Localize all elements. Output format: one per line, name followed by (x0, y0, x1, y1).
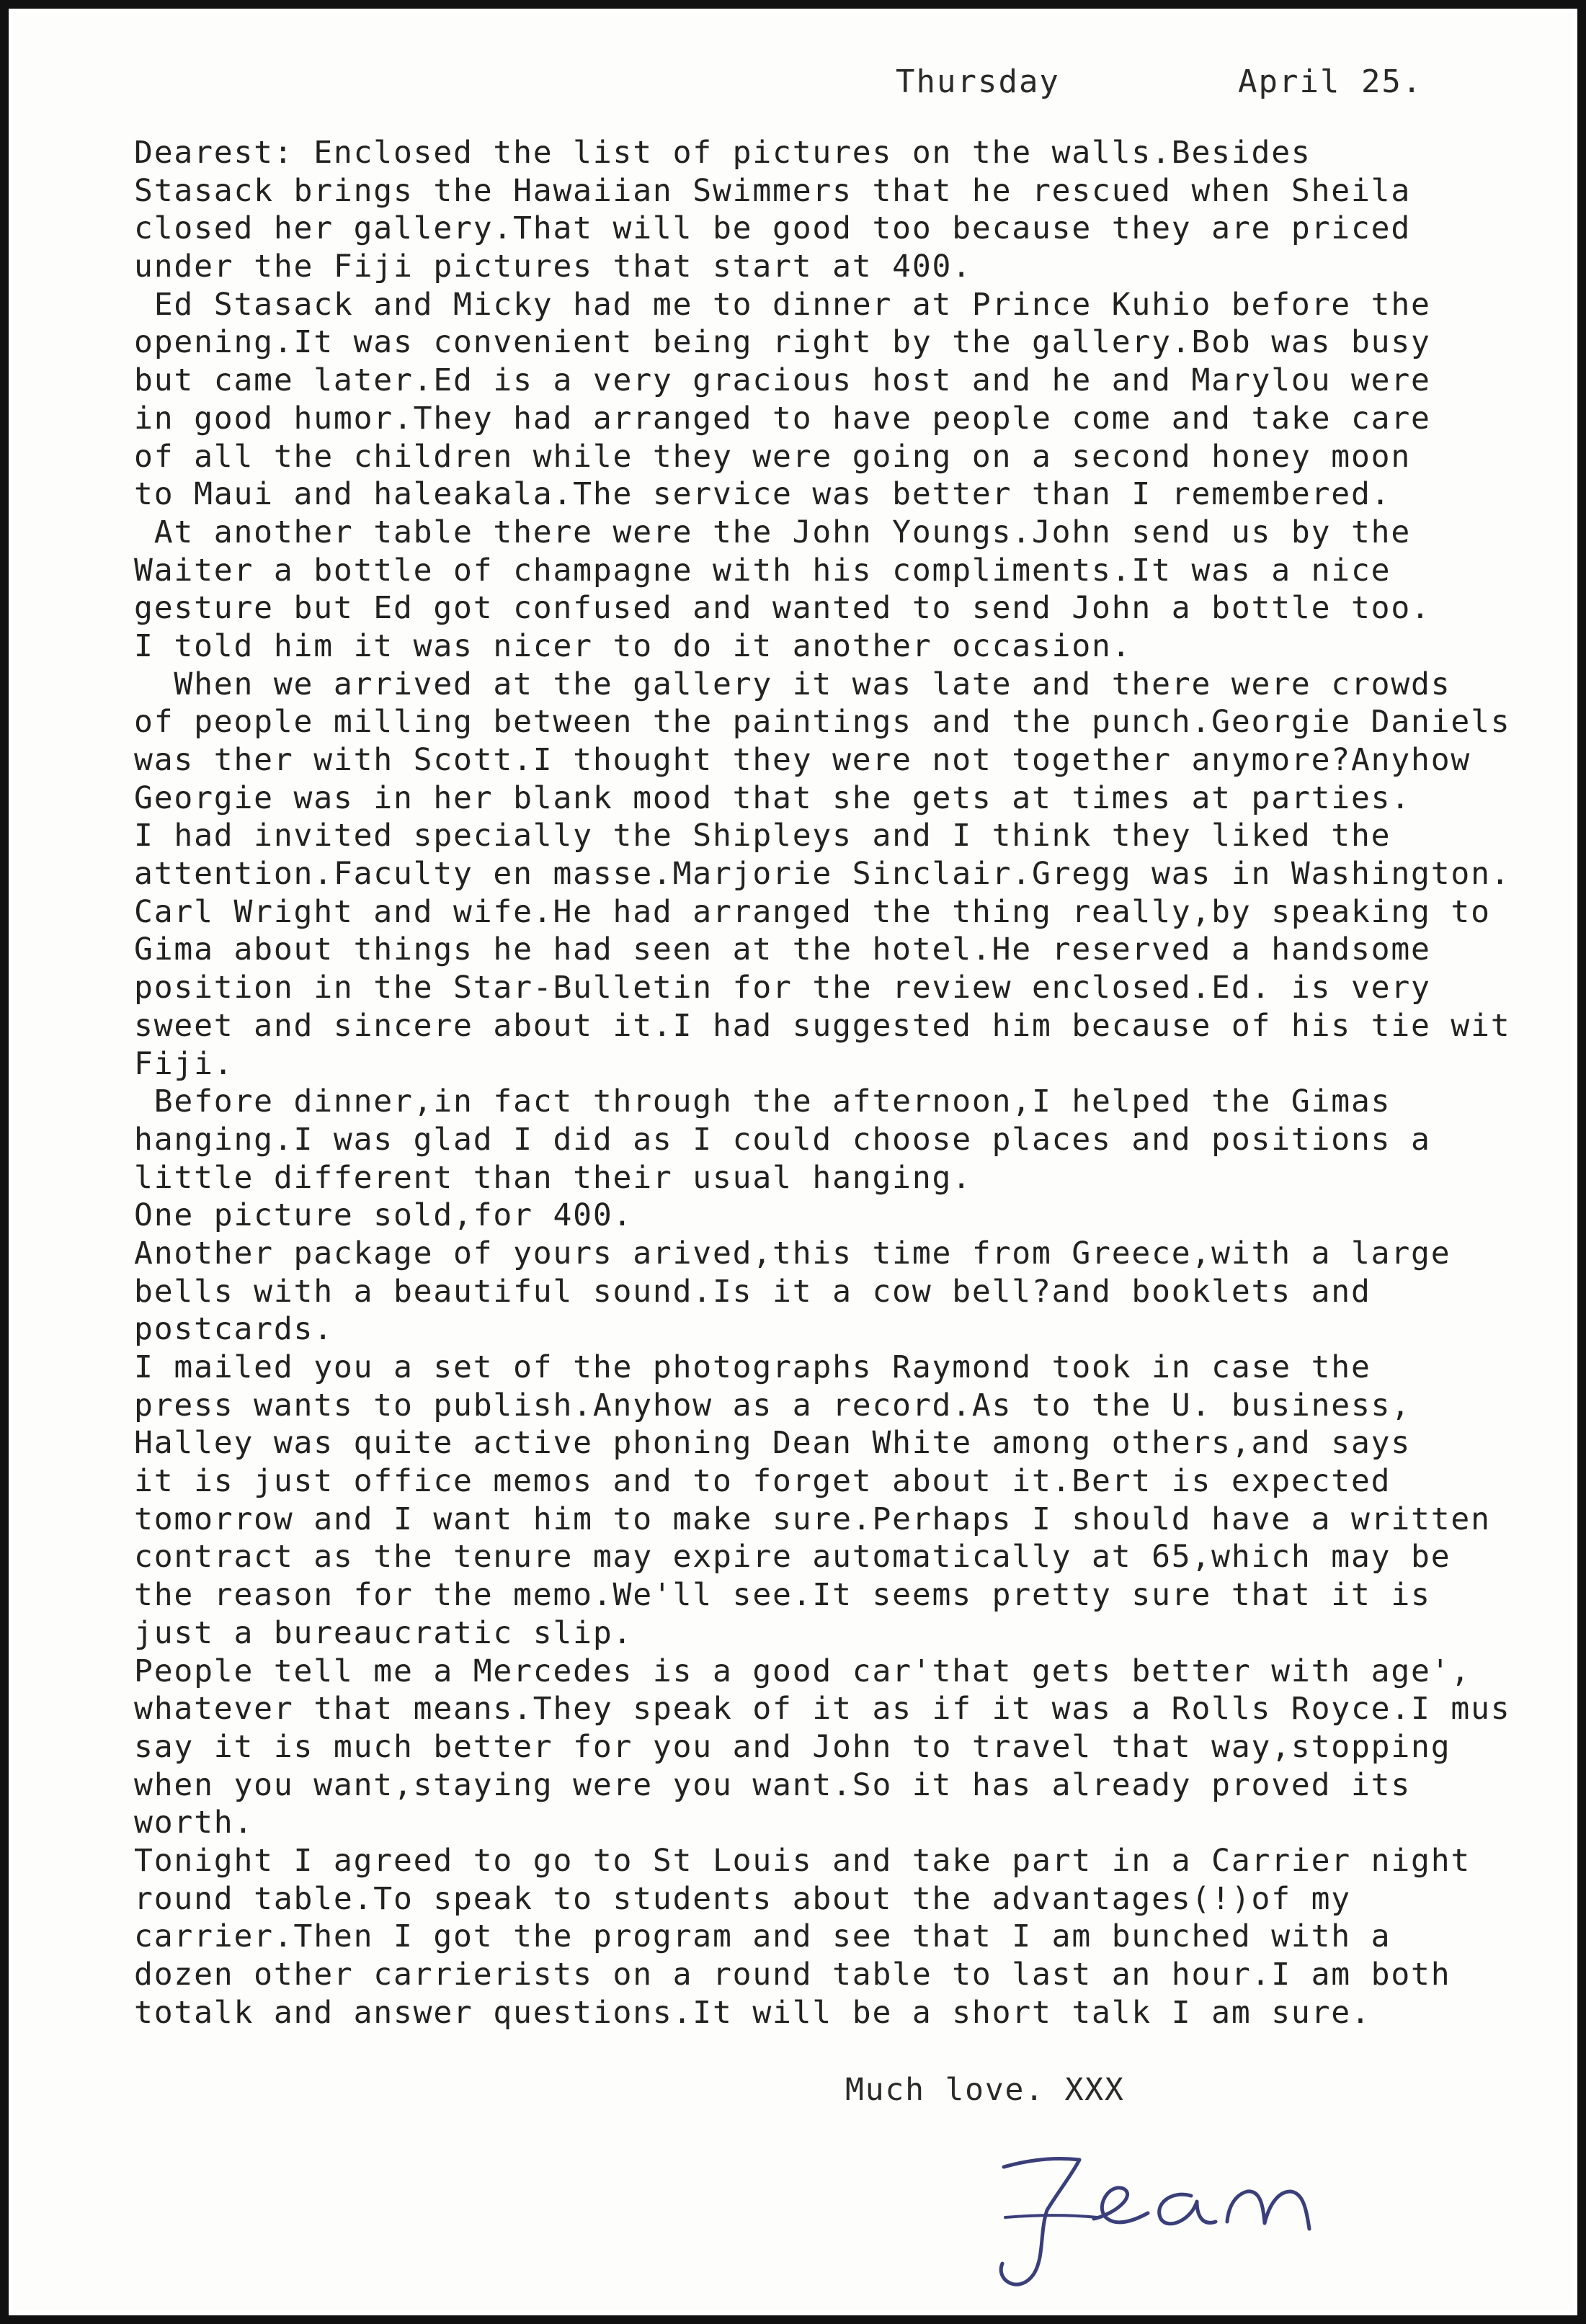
letter-line: when you want,staying were you want.So it has already proved its (134, 1766, 1412, 1803)
letter-line: the reason for the memo.We'll see.It seems pretty sure that it is (134, 1577, 1431, 1614)
letter-line: Gima about things he had seen at the hotel.He reserved a handsome (134, 931, 1431, 968)
letter-line: Another package of yours arived,this time from Greece,with a large (134, 1235, 1451, 1272)
letter-line: of people milling between the paintings and the punch.Georgie Daniels (134, 704, 1511, 741)
letter-line: Dearest: Enclosed the list of pictures on the walls.Besides (134, 135, 1311, 171)
letter-line: Fiji. (134, 1045, 234, 1082)
letter-line: At another table there were the John Youngs.John send us by the (134, 514, 1412, 550)
letter-line: press wants to publish.Anyhow as a record.As to the U. business, (134, 1387, 1412, 1424)
letter-line: People tell me a Mercedes is a good car'that gets better with age', (134, 1653, 1471, 1689)
letter-line: attention.Faculty en masse.Marjorie Sinclair.Gregg was in Washington. (134, 856, 1511, 893)
letter-line: I mailed you a set of the photographs Raymond took in case the (134, 1349, 1371, 1385)
letter-line: was ther with Scott.I thought they were not together anymore?Anyhow (134, 742, 1471, 778)
letter-line: gesture but Ed got confused and wanted to send John a bottle too. (134, 590, 1431, 627)
letter-line: it is just office memos and to forget about it.Bert is expected (134, 1463, 1391, 1500)
letter-line: totalk and answer questions.It will be a short talk I am sure. (134, 1994, 1371, 2031)
letter-line: to Maui and haleakala.The service was better than I remembered. (134, 476, 1391, 513)
letter-line: of all the children while they were going on a second honey moon (134, 438, 1412, 475)
letter-line: closed her gallery.That will be good too because they are priced (134, 210, 1412, 247)
letter-body (134, 134, 1582, 2050)
paper-sheet (13, 13, 1573, 2311)
letter-line: whatever that means.They speak of it as if it was a Rolls Royce.I mus (134, 1691, 1511, 1728)
letter-line: sweet and sincere about it.I had suggested him because of his tie wit (134, 1007, 1511, 1044)
letter-line: Georgie was in her blank mood that she gets at times at parties. (134, 779, 1412, 816)
letter-line: Waiter a bottle of champagne with his compliments.It was a nice (134, 552, 1391, 589)
letter-line: little different than their usual hanging. (134, 1159, 972, 1196)
letter-line: When we arrived at the gallery it was late and there were crowds (134, 666, 1451, 702)
letter-line: opening.It was convenient being right by the gallery.Bob was busy (134, 324, 1431, 361)
letter-line: worth. (134, 1805, 254, 1841)
letter-line: hanging.I was glad I did as I could choose places and positions a (134, 1121, 1431, 1158)
letter-line: but came later.Ed is a very gracious host and he and Marylou were (134, 362, 1431, 399)
letter-line: Halley was quite active phoning Dean White among others,and says (134, 1425, 1412, 1462)
letter-line: say it is much better for you and John to travel that way,stopping (134, 1728, 1451, 1765)
handwritten-signature (975, 2131, 1436, 2297)
letter-line: dozen other carrierists on a round table to last an hour.I am both (134, 1957, 1451, 1993)
letter-closing: Much love. XXX (845, 2072, 1125, 2108)
letter-date: April 25. (1238, 63, 1423, 100)
letter-line: in good humor.They had arranged to have people come and take care (134, 400, 1431, 437)
letter-line: Tonight I agreed to go to St Louis and take part in a Carrier night (134, 1842, 1471, 1879)
letter-line: contract as the tenure may expire automatically at 65,which may be (134, 1539, 1451, 1576)
letter-line: round table.To speak to students about the advantages(!)of my (134, 1880, 1351, 1917)
letter-line: under the Fiji pictures that start at 400. (134, 249, 972, 285)
letter-line: bells with a beautiful sound.Is it a cow bell?and booklets and (134, 1273, 1371, 1310)
letter-day: Thursday (896, 63, 1060, 100)
letter-line: I told him it was nicer to do it another occasion. (134, 627, 1132, 664)
letter-line: Stasack brings the Hawaiian Swimmers that he rescued when Sheila (134, 172, 1412, 209)
letter-line: Ed Stasack and Micky had me to dinner at Prince Kuhio before the (134, 286, 1431, 323)
letter-line: carrier.Then I got the program and see that I am bunched with a (134, 1918, 1391, 1955)
letter-line: postcards. (134, 1311, 334, 1348)
letter-line: Carl Wright and wife.He had arranged the thing really,by speaking to (134, 893, 1491, 930)
letter-line: just a bureaucratic slip. (134, 1614, 633, 1651)
letter-line: One picture sold,for 400. (134, 1197, 633, 1234)
letter-line: Before dinner,in fact through the afternoon,I helped the Gimas (134, 1083, 1391, 1120)
letter-line: position in the Star-Bulletin for the review enclosed.Ed. is very (134, 970, 1431, 1006)
letter-line: tomorrow and I want him to make sure.Perhaps I should have a written (134, 1501, 1491, 1537)
letter-line: I had invited specially the Shipleys and I think they liked the (134, 818, 1391, 854)
